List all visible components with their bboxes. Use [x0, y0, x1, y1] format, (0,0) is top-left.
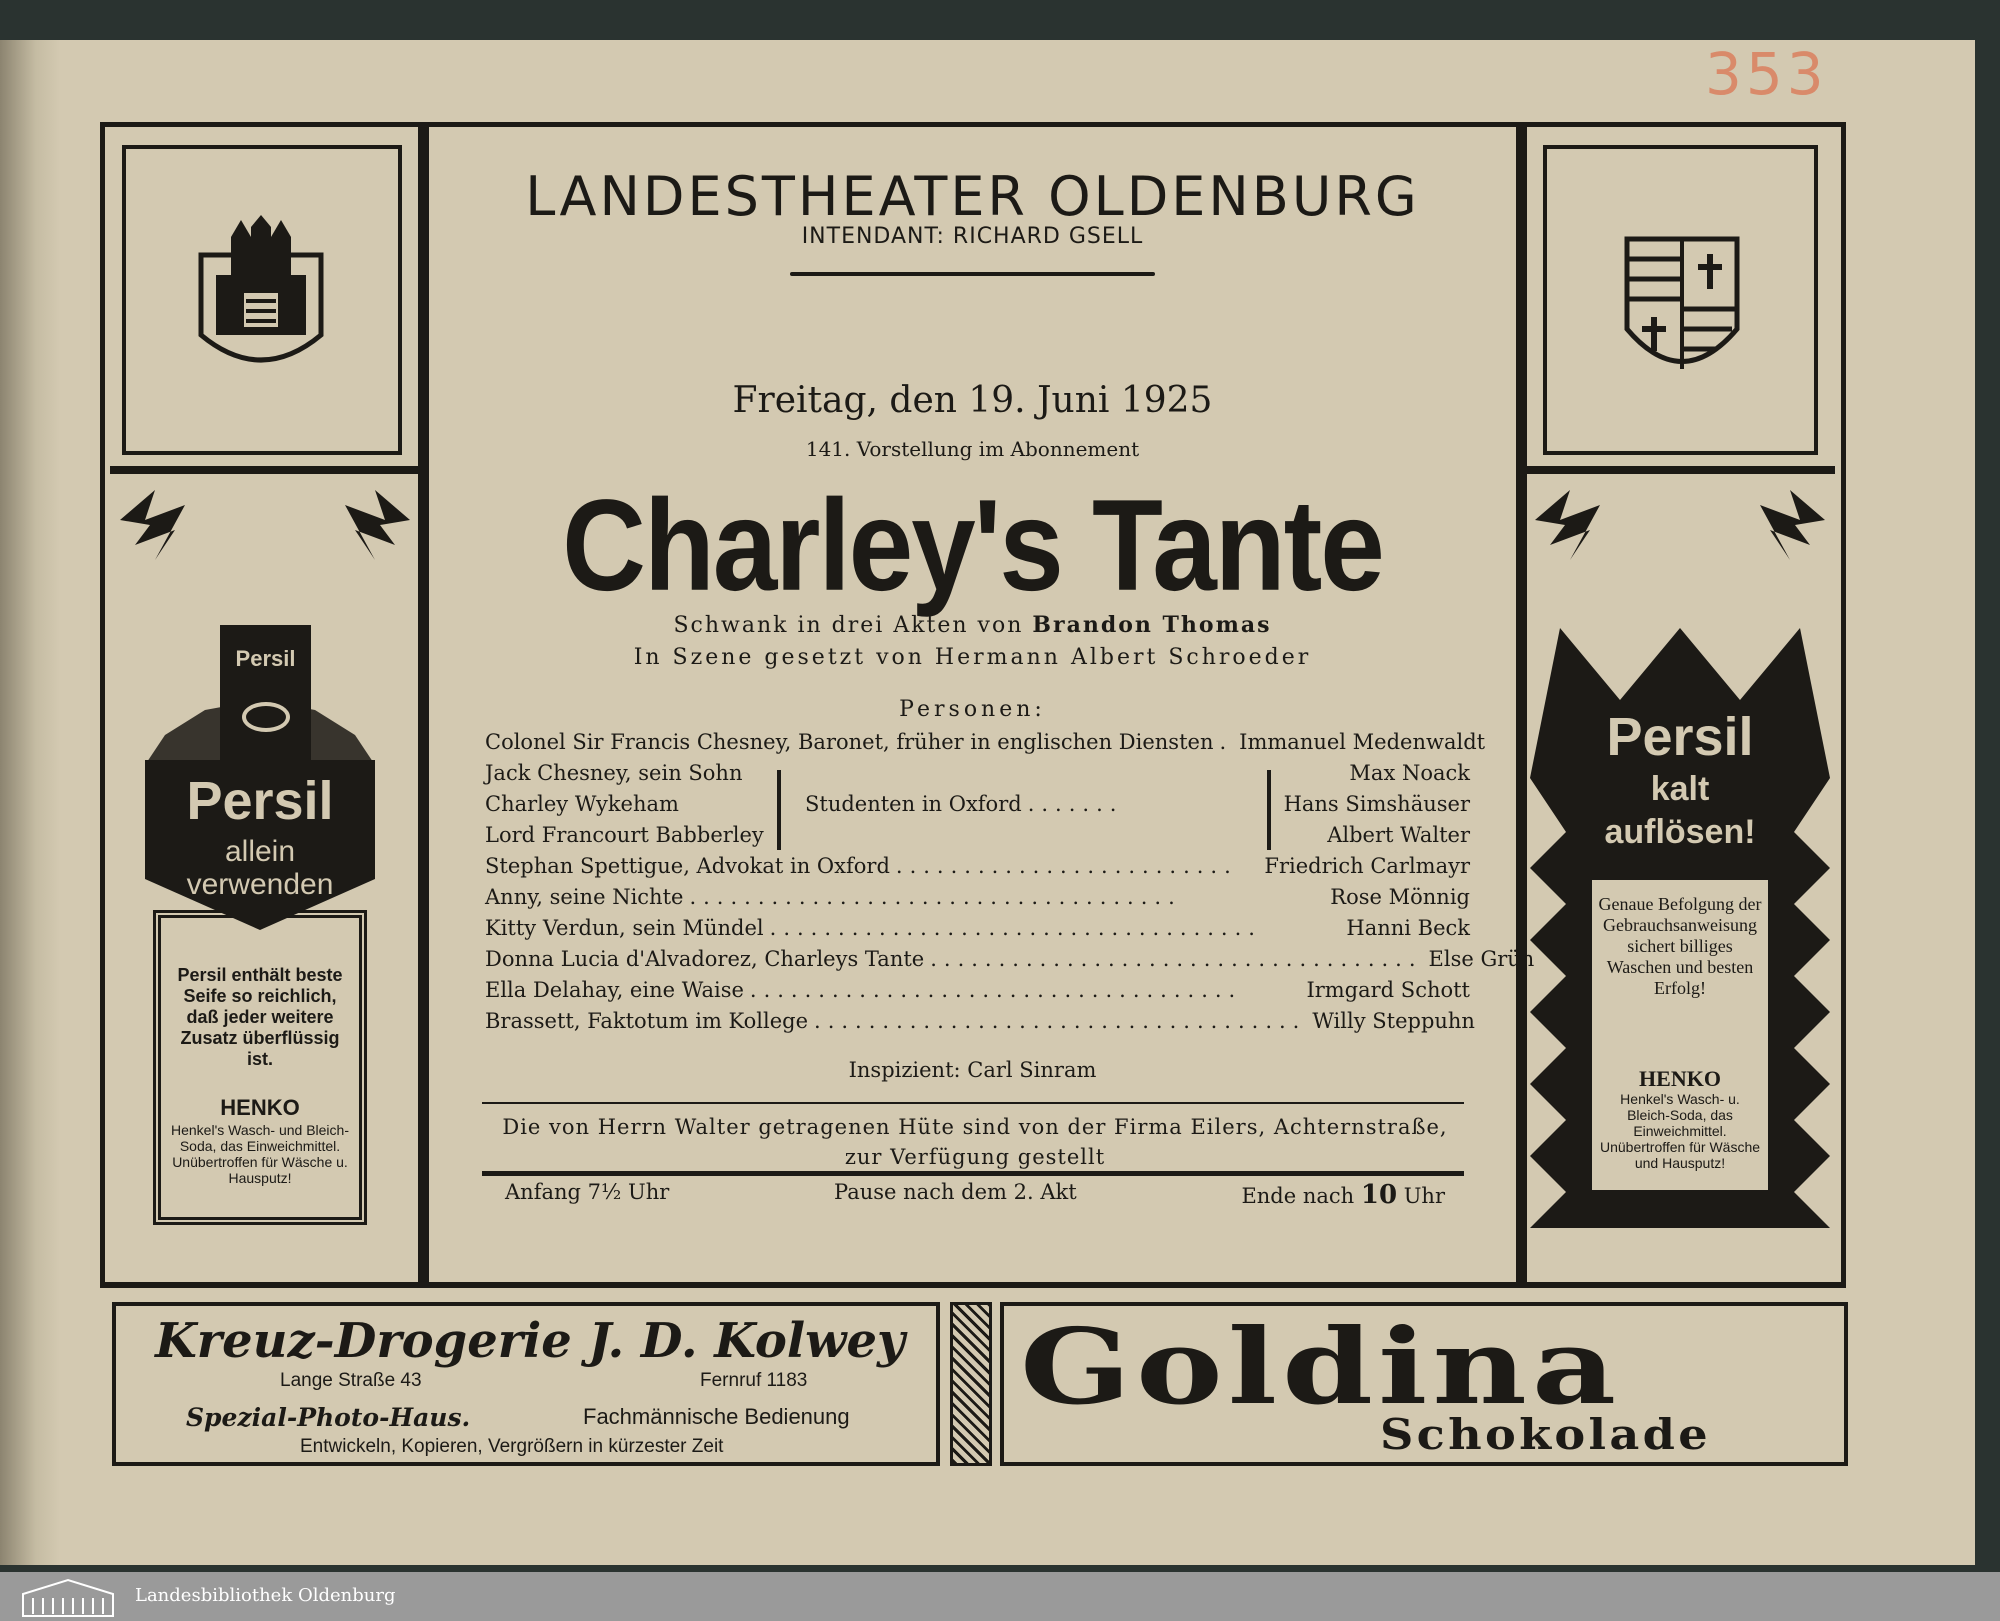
genre-prefix: Schwank in drei Akten von	[673, 613, 1024, 638]
handwritten-page-number: 353	[1705, 40, 1828, 108]
inspizient-line: Inspizient: Carl Sinram	[848, 1058, 1097, 1082]
henko-brand: HENKO	[220, 1095, 300, 1120]
performance-number: 141. Vorstellung im Abonnement	[805, 437, 1140, 461]
cast-row: Donna Lucia d'Alvadorez, Charleys Tante .................................... Else Grün	[485, 947, 1535, 971]
persil-line1: kalt	[1650, 770, 1710, 808]
henko-description: Henkel's Wasch- und Bleich-Soda, das Einweichmittel. Unübertroffen für Wäsche u. Hausputz!	[170, 1122, 349, 1186]
cast-row: Ella Delahay, eine Waise .................................... Irmgard Schott	[485, 978, 1470, 1002]
left-crest-box	[122, 145, 402, 455]
kolwey-street: Lange Straße 43	[280, 1370, 422, 1391]
lightning-ornament-icon	[1530, 480, 1830, 580]
persil-brand: Persil	[1606, 707, 1754, 767]
goldina-brand: Goldina	[1020, 1305, 1622, 1428]
students-brace-right	[1267, 770, 1271, 850]
cast-row: Anny, seine Nichte .................................... Rose Mönnig	[485, 885, 1470, 909]
theater-name: LANDESTHEATER OLDENBURG	[525, 165, 1420, 228]
cast-row: Stephan Spettigue, Advokat in Oxford ......................... Friedrich Carlmayr	[485, 854, 1470, 878]
performance-date: Freitag, den 19. Juni 1925	[732, 380, 1213, 421]
note-rule-top	[482, 1102, 1464, 1104]
persil-instructions: Genaue Befolgung der Gebrauchsanweisung sichert billiges Waschen und besten Erfolg!	[1598, 894, 1762, 998]
end-time: Ende nach 10 Uhr	[1241, 1180, 1445, 1210]
persil-line1: allein	[224, 835, 296, 868]
students-label: Studenten in Oxford	[805, 792, 1022, 816]
persil-line2: verwenden	[186, 868, 334, 901]
cast-row: Brassett, Faktotum im Kollege .................................... Willy Steppuhn	[485, 1009, 1475, 1033]
lightning-ornament-icon	[115, 480, 415, 580]
personen-heading: Personen:	[899, 697, 1046, 722]
right-box-divider	[1527, 466, 1835, 474]
play-genre-line	[430, 612, 1515, 638]
performance-times	[505, 1180, 1445, 1210]
bottom-divider	[100, 1282, 1846, 1288]
cast-row: Jack Chesney, sein Sohn Max Noack	[485, 761, 1470, 785]
henko-description: Henkel's Wasch- u. Bleich-Soda, das Einweichmittel. Unübertroffen für Wäsche und Hausputz!	[1599, 1091, 1761, 1171]
play-author: Brandon Thomas	[1032, 612, 1272, 638]
persil-ad-right	[1530, 628, 1830, 1228]
kolwey-develop: Entwickeln, Kopieren, Vergrößern in kürzester Zeit	[300, 1436, 724, 1457]
right-column-divider	[1516, 122, 1527, 1288]
persil-package-icon: Persil	[220, 625, 311, 781]
kolwey-service: Fachmännische Bedienung	[583, 1404, 850, 1429]
header-rule	[790, 272, 1155, 276]
persil-description: Persil enthält beste Seife so reichlich, daß jeder weitere Zusatz überflüssig ist.	[177, 965, 343, 1069]
kolwey-phone: Fernruf 1183	[700, 1370, 808, 1391]
ornament-divider	[950, 1302, 992, 1466]
oldenburg-state-crest-icon	[1622, 229, 1742, 389]
pause-info: Pause nach dem 2. Akt	[834, 1180, 1077, 1204]
cast-row: Kitty Verdun, sein Mündel .................................... Hanni Beck	[485, 916, 1470, 940]
students-brace-left	[777, 770, 781, 850]
library-building-icon	[18, 1576, 118, 1618]
right-crest-box	[1543, 145, 1818, 455]
director-line: In Szene gesetzt von Hermann Albert Schroeder	[633, 645, 1312, 670]
left-box-divider	[110, 466, 418, 474]
cast-row: Lord Francourt Babberley Albert Walter	[485, 823, 1470, 847]
henko-brand: HENKO	[1639, 1066, 1721, 1091]
book-binding	[0, 40, 60, 1565]
persil-brand: Persil	[186, 771, 334, 831]
play-title: Charley's Tante	[562, 472, 1383, 618]
library-name: Landesbibliothek Oldenburg	[135, 1585, 396, 1606]
persil-ad-left	[145, 615, 375, 1230]
intendant-line: INTENDANT: RICHARD GSELL	[801, 224, 1144, 249]
goldina-product: Schokolade	[1380, 1410, 1711, 1459]
persil-line2: auflösen!	[1604, 813, 1756, 851]
oldenburg-city-crest-icon	[186, 215, 336, 385]
note-rule-bottom	[482, 1171, 1464, 1176]
hat-note: Die von Herrn Walter getragenen Hüte sind von der Firma Eilers, Achternstraße, zur Verfügung gestellt	[502, 1115, 1448, 1169]
left-column-divider	[418, 122, 429, 1288]
start-time: Anfang 7½ Uhr	[505, 1180, 670, 1204]
kolwey-title: Kreuz-Drogerie J. D. Kolwey	[155, 1313, 905, 1369]
kolwey-photo-house: Spezial-Photo-Haus.	[186, 1403, 471, 1432]
cast-row: Charley Wykeham Studenten in Oxford ....... Hans Simshäuser	[485, 792, 1470, 816]
cast-row: Colonel Sir Francis Chesney, Baronet, früher in englischen Diensten . Immanuel Medenwaldt	[485, 730, 1486, 754]
